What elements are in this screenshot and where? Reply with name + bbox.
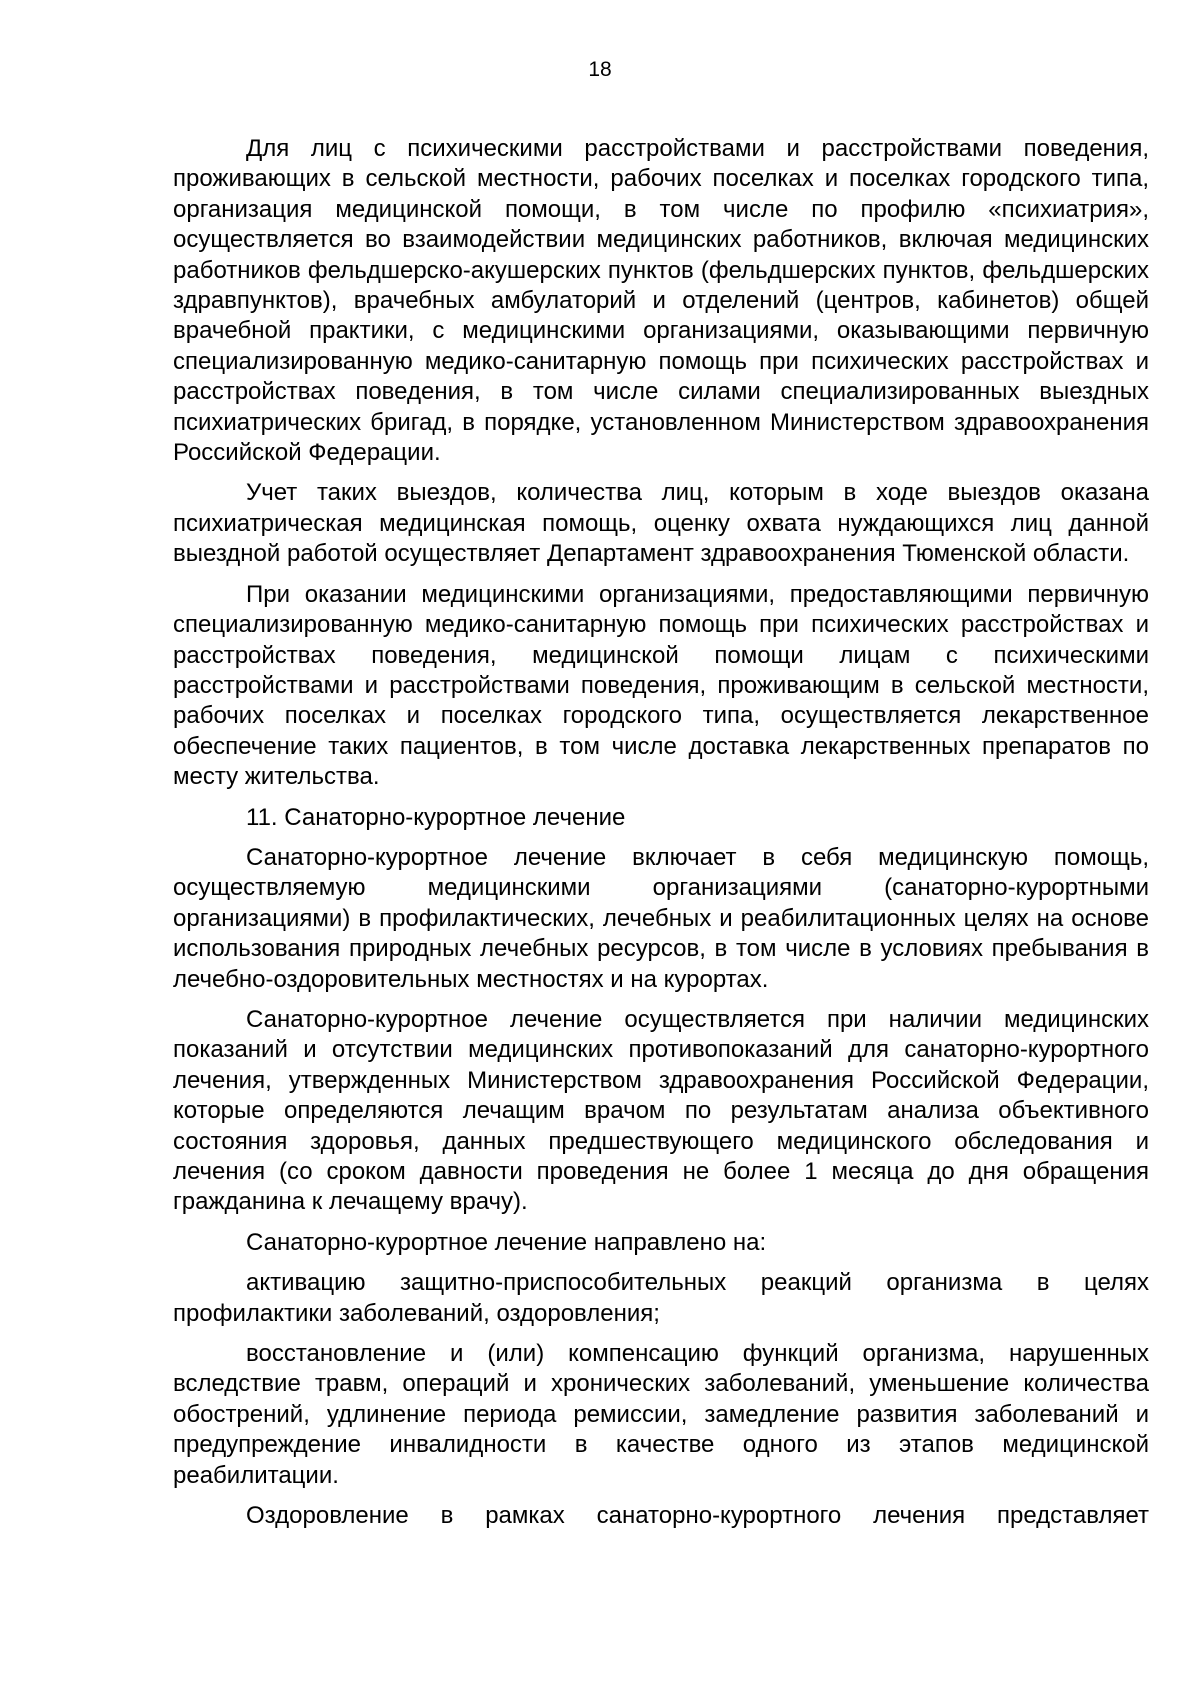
paragraph-sanatorium-aims-intro: Санаторно-курортное лечение направлено на:: [246, 1228, 767, 1256]
section-heading-sanatorium-treatment: 11. Санаторно-курортное лечение: [246, 803, 626, 831]
paragraph-sanatorium-definition: Санаторно-курортное лечение включает в себя медицинскую помощь, осуществляемую медицинскими организациями (санаторно-курортными организациями) в профилактических, лечебных и реабилитационных целях на основе использования природных лечебных ресурсов, в том числе в условиях пребывания в лечебно-оздоровительных местностях и на курортах.: [173, 843, 1149, 993]
paragraph-field-trips-accounting: Учет таких выездов, количества лиц, которым в ходе выездов оказана психиатрическая медицинская помощь, оценку охвата нуждающихся лиц данной выездной работой осуществляет Департамент здравоохранения Тюменской области.: [173, 479, 1149, 568]
page-number: 18: [588, 58, 612, 81]
paragraph-psychiatric-care-rural: Для лиц с психическими расстройствами и расстройствами поведения, проживающих в сельской местности, рабочих поселках и поселках городского типа, организация медицинской помощи, в том числе по профилю «психиатрия», осуществляется во взаимодействии медицинских работников, включая медицинских работников фельдшерско-акушерских пунктов (фельдшерских пунктов, фельдшерских здравпунктов), врачебных амбулаторий и отделений (центров, кабинетов) общей врачебной практики, с медицинскими организациями, оказывающими первичную специализированную медико-санитарную помощь при психических расстройствах и расстройствах поведения, в том числе силами специализированных выездных психиатрических бригад, в порядке, установленном Министерством здравоохранения Российской Федерации.: [173, 135, 1149, 467]
list-item-activation: активацию защитно-приспособительных реакций организма в целях профилактики заболеваний, оздоровления;: [173, 1269, 1149, 1327]
paragraph-sanatorium-indications: Санаторно-курортное лечение осуществляется при наличии медицинских показаний и отсутствии медицинских противопоказаний для санаторно-курортного лечения, утвержденных Министерством здравоохранения Российской Федерации, которые определяются лечащим врачом по результатам анализа объективного состояния здоровья, данных предшествующего медицинского обследования и лечения (со сроком давности проведения не более 1 месяца до дня обращения гражданина к лечащему врачу).: [173, 1005, 1149, 1216]
document-body: [173, 134, 1149, 1531]
list-item-restoration: восстановление и (или) компенсацию функций организма, нарушенных вследствие травм, операций и хронических заболеваний, уменьшение количества обострений, удлинение периода ремиссии, замедление развития заболеваний и предупреждение инвалидности в качестве одного из этапов медицинской реабилитации.: [173, 1340, 1149, 1489]
paragraph-drug-provision: При оказании медицинскими организациями, предоставляющими первичную специализированную медико-санитарную помощь при психических расстройствах и расстройствах поведения, медицинской помощи лицам с психическими расстройствами и расстройствами поведения, проживающим в сельской местности, рабочих поселках и поселках городского типа, осуществляется лекарственное обеспечение таких пациентов, в том числе доставка лекарственных препаратов по месту жительства.: [173, 580, 1149, 791]
paragraph-recovery-continued: Оздоровление в рамках санаторно-курортного лечения представляет: [246, 1502, 1149, 1530]
